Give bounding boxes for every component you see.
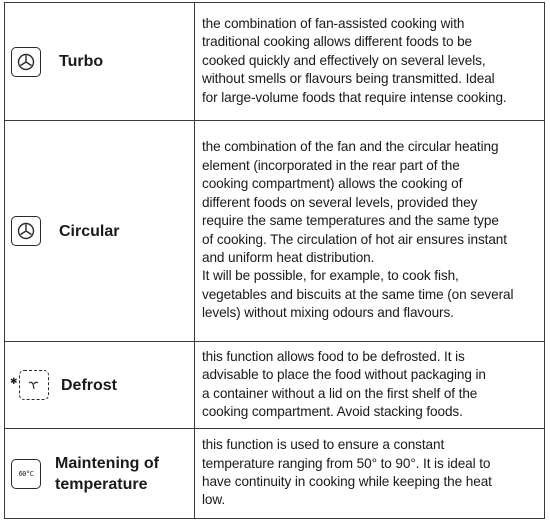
function-description: this function allows food to be defrosted. It is advisable to place the food without packaging in a container without a lid on the first shelf of the cooking compartment. Avoid stacking foods. <box>202 348 486 419</box>
function-name: Circular <box>59 222 120 240</box>
function-name: Defrost <box>61 376 118 394</box>
function-name: Turbo <box>59 53 104 70</box>
function-row-maintaining-temperature <box>5 429 545 519</box>
defrost-icon <box>10 370 49 400</box>
fan-icon <box>11 47 41 77</box>
function-name-cell <box>5 429 195 519</box>
function-description-cell <box>195 342 545 429</box>
function-name-cell <box>5 121 195 342</box>
function-description-cell <box>195 3 545 121</box>
function-name: Maintening of temperature <box>55 454 159 493</box>
function-description: this function is used to ensure a constant temperature ranging from 50° to 90°. It is ideal to have continuity in cooking while keeping the heat low. <box>202 437 492 508</box>
function-name-cell <box>5 342 195 429</box>
fan-icon <box>11 216 41 246</box>
function-row-defrost <box>5 342 545 429</box>
function-description-cell <box>195 121 545 342</box>
function-name-cell <box>5 3 195 121</box>
function-description: the combination of fan-assisted cooking with traditional cooking allows different foods to be cooked quickly and effectively on several levels, without smells or flavours being transmitted. Ideal for large-volume foods that require intense cooking. <box>202 15 507 105</box>
oven-functions-table <box>4 2 545 519</box>
keep-warm-icon <box>11 459 41 489</box>
function-row-circular <box>5 121 545 342</box>
icon-temperature-label: 60°C <box>18 469 34 478</box>
function-description: the combination of the fan and the circular heating element (incorporated in the rear part of the cooking compartment) allows the cooking of different foods on several levels, provided they require the same temperatures and the same type of cooking. The circulation of hot air ensures instant and uniform heat distribution. It will be possible, for example, to cook fish, vegetables and biscuits at the same time (on several levels) without mixing odours and flavours. <box>202 139 514 321</box>
snowflake-icon: ✱ <box>10 376 18 386</box>
function-row-turbo <box>5 3 545 121</box>
function-description-cell <box>195 429 545 519</box>
